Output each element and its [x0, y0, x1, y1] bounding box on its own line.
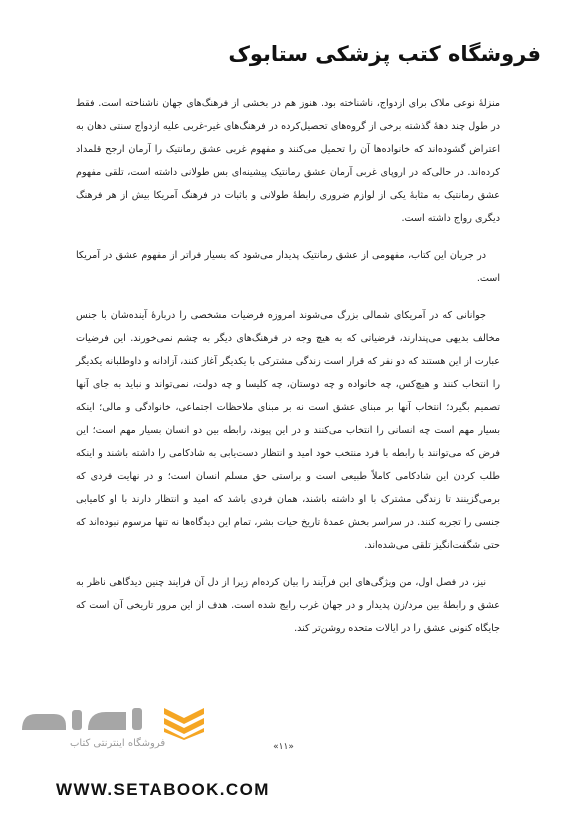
paragraph-4: نیز، در فصل اول، من ویژگی‌های این فرآیند را بیان کرده‌ام زیرا از دل آن فرایند چنین دیدگاهی ناظر به عشق و رابطهٔ بین مرد/زن پدیدار و در جهان غرب رایج شده است. هدف از این مرور تاریخی آن است که جایگاه کنونی عشق را در ایالات متحده روشن‌تر کند. [76, 577, 500, 634]
store-title: فروشگاه کتب پزشکی ستابوک [228, 42, 541, 66]
page-number: «۱۱» [273, 742, 294, 752]
paragraph-1: منزلهٔ نوعی ملاک برای ازدواج، ناشناخته بود. هنوز هم در بخشی از فرهنگ‌های جهان ناشناخته است. فقط در طول چند دههٔ گذشته برخی از گروه‌های تحصیل‌کرده در فرهنگ‌های غیر-غربی علیه ازدواج سنتی دهان به اعتراض گشوده‌اند که خانواده‌ها آن را تحمیل می‌کنند و مفهوم غربی عشق رمانتیک را آرمان ارجح قلمداد کرده‌اند. در حالی‌که در اروپای غربی آرمان عشق رمانتیک پیشینه‌ای بس طولانی داشته است، تلقی مفهوم عشق رمانتیک به مثابهٔ یکی از لوازم ضروری رابطهٔ طولانی و باثبات در فرهنگ آمریکا بیش از هر فرهنگ دیگری رواج داشته است. [76, 98, 500, 224]
paragraph-2: در جریان این کتاب، مفهومی از عشق رمانتیک پدیدار می‌شود که بسیار فراتر از مفهوم عشق در آمریکا است. [76, 250, 500, 284]
body-text [76, 92, 500, 654]
setabook-logo-icon [14, 700, 254, 740]
site-url[interactable]: WWW.SETABOOK.COM [56, 780, 270, 799]
logo-subtitle: فروشگاه اینترنتی کتاب [70, 738, 166, 749]
paragraph-3: جوانانی که در آمریکای شمالی بزرگ می‌شوند امروزه فرضیات مشخصی را دربارهٔ آینده‌شان با جنس مخالف بدیهی می‌پندارند، فرضیاتی که به هیچ وجه در فرهنگ‌های دیگر به چشم نمی‌خورند. این فرضیات عبارت از این هستند که دو نفر که قرار است زندگی مشترکی با یکدیگر آغاز کنند، آزادانه و داوطلبانه یکدیگر را انتخاب کنند و هیچ‌کس، چه خانواده و چه دوستان، چه کلیسا و چه دولت، نمی‌تواند و نباید به جای آنها تصمیم بگیرد؛ انتخاب آنها بر مبنای عشق است نه بر مبنای ملاحظات اجتماعی، خانوادگی و مالی؛ اینکه بسیار مهم است چه انسانی را انتخاب می‌کنند و در این پیوند، رابطه بین دو انسان بسیار مهم است؛ این فرض که می‌توانند با رابطه با فرد منتخب خود امید و انتظار دست‌یابی به شادکامی را داشته باشند و اینکه طلب کردن این شادکامی کاملاً طبیعی است و براستی حق مسلم انسان است؛ و در نهایت فردی که برمی‌گزینند تا زندگی مشترک با او داشته باشند، همان فردی باشد که امید و انتظار دارند با او کامیابی جنسی را تجربه کنند. در سراسر بخش عمدهٔ تاریخ حیات بشر، تمام این دیدگاه‌ها نه تنها مرسوم نبوده‌اند که حتی شگفت‌انگیز تلقی می‌شده‌اند. [76, 310, 500, 551]
